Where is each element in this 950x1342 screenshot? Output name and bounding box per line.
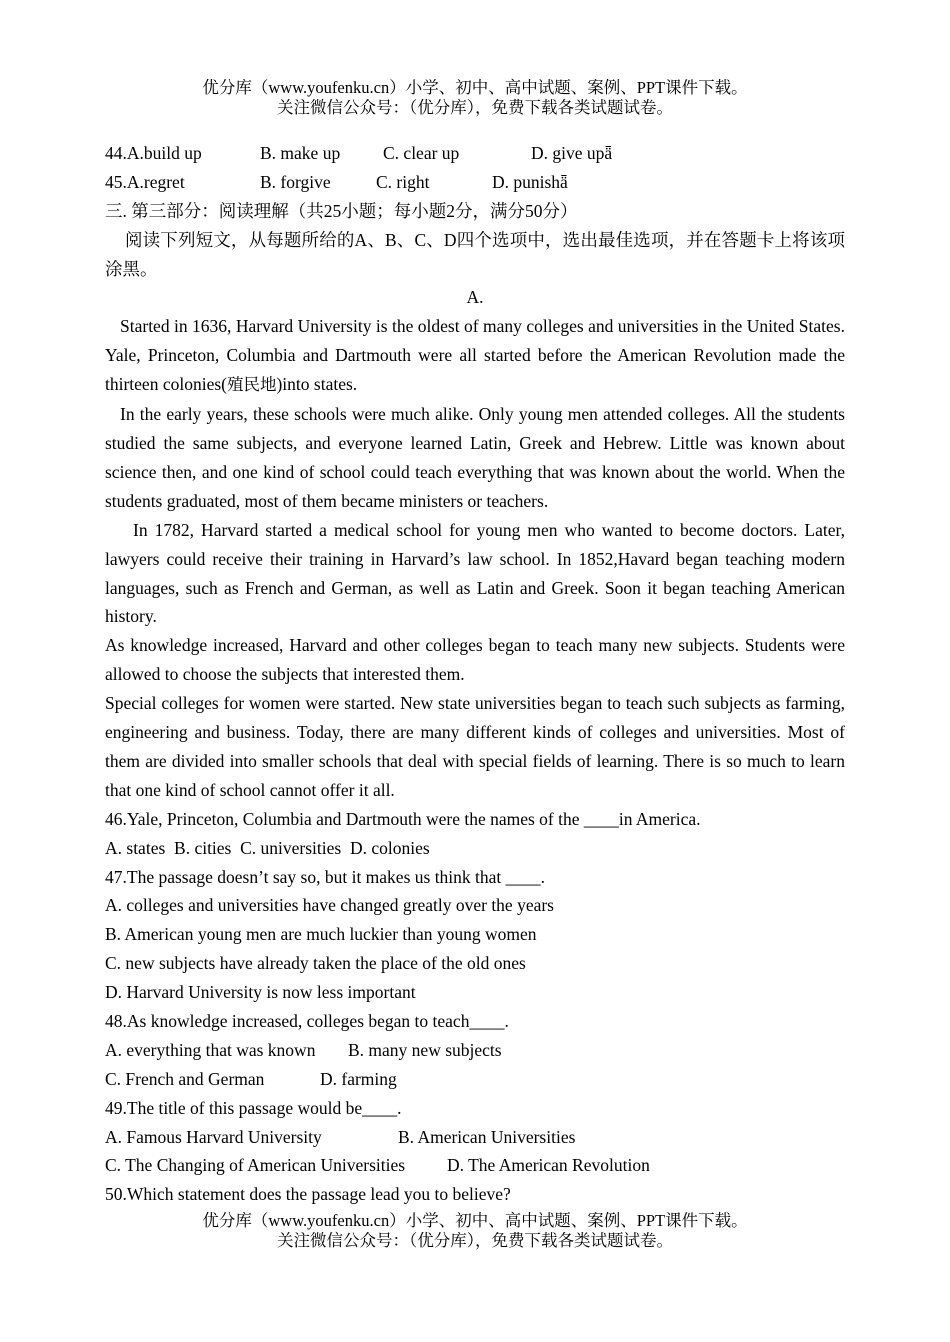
- q47-option-d: D. Harvard University is now less important: [105, 982, 416, 1003]
- question-48-stem: 48.As knowledge increased, colleges began to teach____.: [105, 1011, 509, 1032]
- q49-option-d: D. The American Revolution: [447, 1155, 650, 1176]
- q44-option-c: C. clear up: [383, 143, 460, 163]
- q45-option-d: D. punishǟ: [492, 171, 568, 192]
- paragraph-1-end: )into states.: [276, 374, 358, 395]
- page-header: [0, 78, 950, 118]
- q45-option-a: 45.A.regret: [105, 171, 185, 192]
- q44-option-b: B. make up: [260, 143, 341, 163]
- q45-option-c: C. right: [376, 171, 430, 192]
- question-48-row-1: [105, 1036, 845, 1065]
- q48-option-d: D. farming: [320, 1068, 397, 1089]
- question-46-options: A. states B. cities C. universities D. colonies: [105, 837, 430, 858]
- paragraph-1-text: Started in 1636, Harvard University is the oldest of many colleges and universities in the United States. Yale, Princeton, Columbia and Dartmouth were all started before the American Revolution made the thirteen colonies(: [105, 316, 845, 395]
- passage-paragraph-5: Special colleges for women were started. New state universities began to teach such subjects as farming, engineering and business. Today, there are many different kinds of colleges and universities. Most of them are divided into smaller schools that deal with special fields of learning. There is so much to learn that one kind of school cannot offer it all.: [105, 693, 845, 800]
- q47-option-b: B. American young men are much luckier than young women: [105, 924, 537, 945]
- question-48-row-2: [105, 1065, 845, 1094]
- passage-paragraph-2: In the early years, these schools were much alike. Only young men attended colleges. All the students studied the same subjects, and everyone learned Latin, Greek and Hebrew. Little was known about science then, and one kind of school could teach everything that was known about the world. When the students graduated, most of them became ministers or teachers.: [105, 404, 845, 511]
- question-44: [105, 139, 845, 168]
- q45-option-b: B. forgive: [260, 171, 331, 192]
- question-50-stem: 50.Which statement does the passage lead you to believe?: [105, 1184, 511, 1205]
- question-45: [105, 168, 845, 197]
- footer-line-1: 优分库（www.youfenku.cn）小学、初中、高中试题、案例、PPT课件下载。: [202, 1211, 748, 1230]
- q44-option-a: 44.A.build up: [105, 143, 202, 163]
- header-line-2: 关注微信公众号：（优分库），免费下载各类试题试卷。: [277, 98, 673, 117]
- q47-option-c: C. new subjects have already taken the place of the old ones: [105, 953, 526, 974]
- exam-body: [105, 139, 845, 1209]
- passage-paragraph-4: As knowledge increased, Harvard and other colleges began to teach many new subjects. Students were allowed to choose the subjects that interested them.: [105, 635, 845, 685]
- passage-paragraph-1: [105, 312, 845, 400]
- q48-option-c: C. French and German: [105, 1068, 265, 1089]
- header-line-1: 优分库（www.youfenku.cn）小学、初中、高中试题、案例、PPT课件下载。: [202, 78, 748, 97]
- question-49-row-2: [105, 1151, 845, 1180]
- q48-option-b: B. many new subjects: [348, 1039, 502, 1060]
- question-46-stem: 46.Yale, Princeton, Columbia and Dartmouth were the names of the ____in America.: [105, 808, 701, 829]
- q47-option-a: A. colleges and universities have changed greatly over the years: [105, 895, 554, 916]
- page-footer: [0, 1211, 950, 1251]
- passage-label: A.: [466, 287, 484, 308]
- question-49-stem: 49.The title of this passage would be____.: [105, 1097, 402, 1118]
- q48-option-a: A. everything that was known: [105, 1039, 316, 1060]
- q44-option-d: D. give upǟ: [531, 143, 613, 163]
- footer-line-2: 关注微信公众号：（优分库），免费下载各类试题试卷。: [277, 1231, 673, 1250]
- q49-option-b: B. American Universities: [398, 1126, 576, 1147]
- passage-paragraph-3: In 1782, Harvard started a medical school for young men who wanted to become doctors. Later, lawyers could receive their training in Harvard’s law school. In 1852,Havard began teaching modern languages, such as French and German, as well as Latin and Greek. Soon it began teaching American history.: [105, 519, 845, 627]
- q49-option-c: C. The Changing of American Universities: [105, 1155, 406, 1176]
- section-3-instruction: 阅读下列短文，从每题所给的A、B、C、D四个选项中，选出最佳选项，并在答题卡上将该项涂黑。: [105, 229, 845, 279]
- section-3-title: 三. 第三部分：阅读理解（共25小题；每小题2分，满分50分）: [105, 200, 578, 221]
- question-47-stem: 47.The passage doesn’t say so, but it makes us think that ____.: [105, 866, 546, 887]
- paragraph-1-chinese-note: 殖民地: [226, 375, 277, 395]
- q49-option-a: A. Famous Harvard University: [105, 1126, 322, 1147]
- question-49-row-1: [105, 1123, 845, 1152]
